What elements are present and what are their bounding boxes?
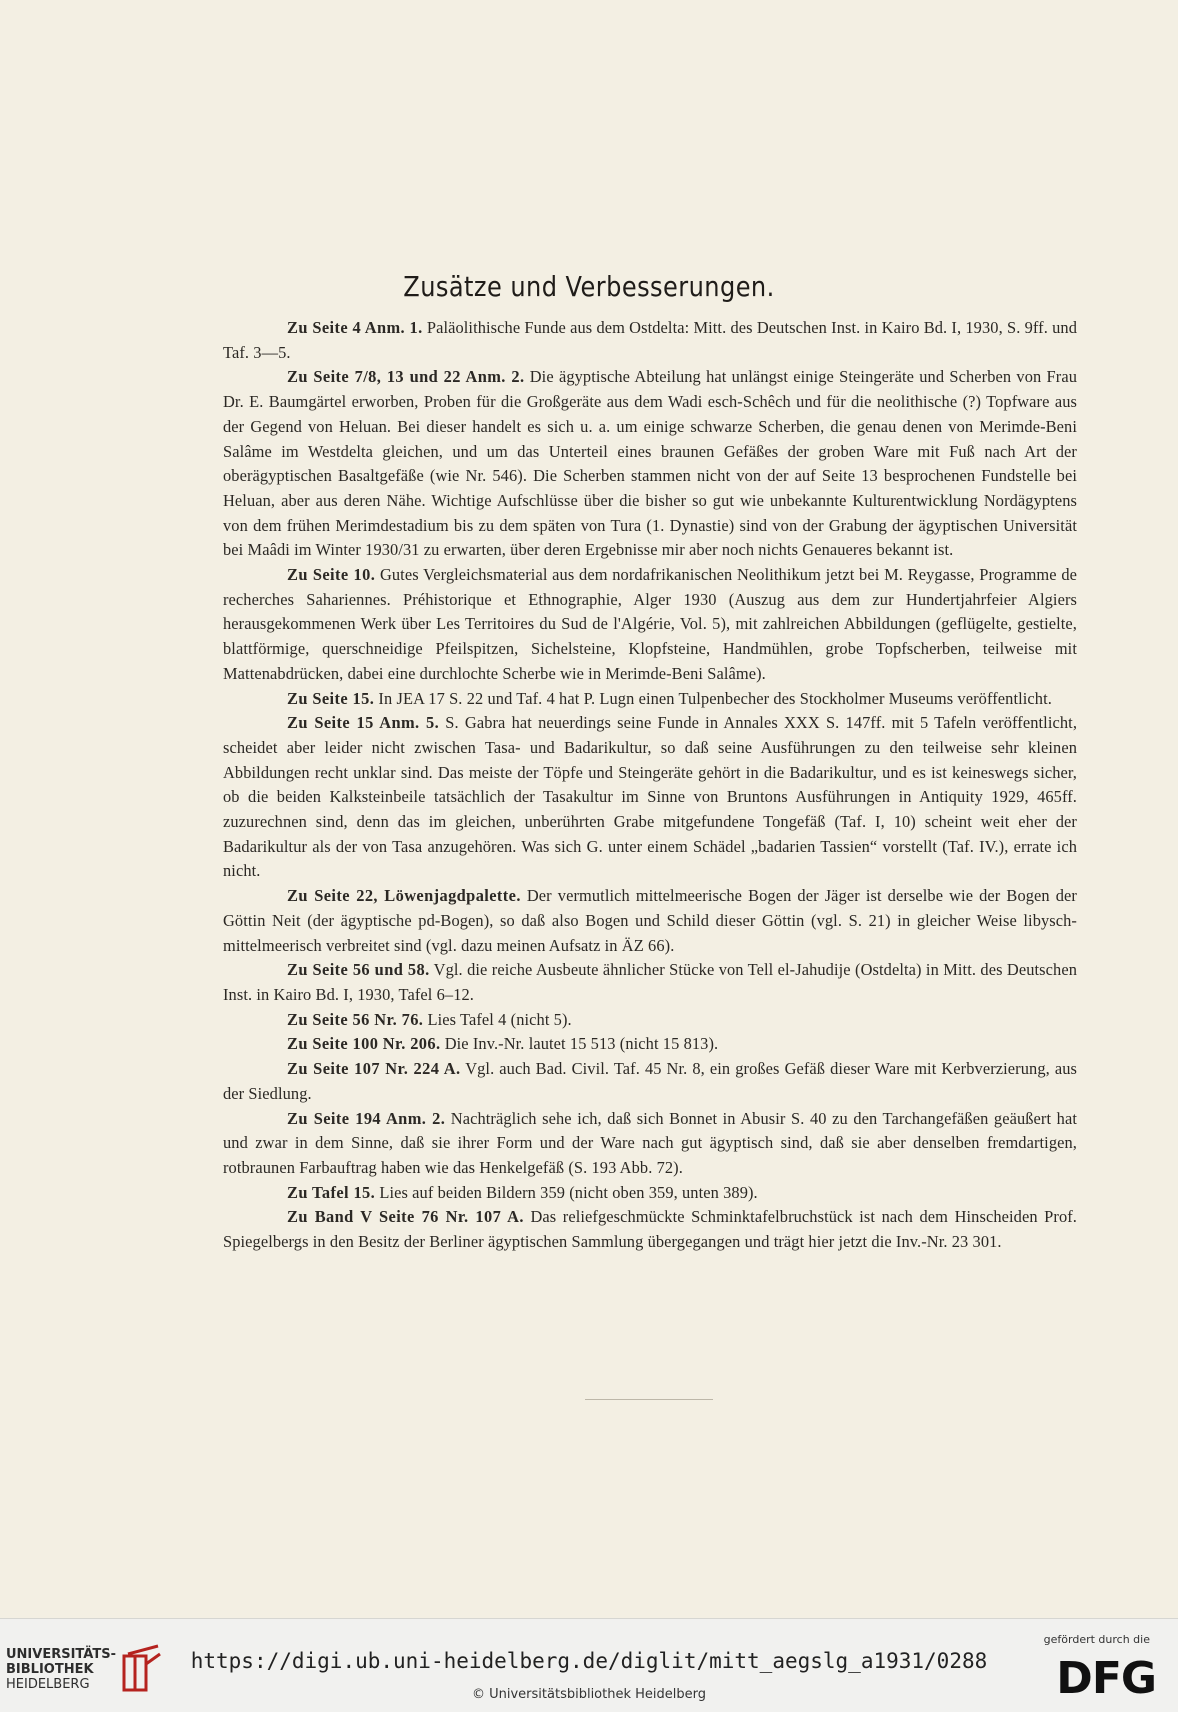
entry-ref: Zu Seite 22, Löwenjagdpalette.: [287, 886, 521, 906]
entry-ref: Zu Seite 15 Anm. 5.: [287, 713, 440, 733]
entry-3: [223, 687, 1077, 712]
entry-0: [223, 316, 1077, 365]
entry-text: Das reliefgeschmückte Schminktafelbruchstück ist nach dem Hinscheiden Prof. Spiegelbergs in den Besitz der Berliner ägyptischen Sammlung übergegangen und trägt hier jetzt die Inv.-Nr. 23 301.: [223, 1207, 1077, 1252]
entry-4: [223, 711, 1077, 884]
entry-10: [223, 1107, 1077, 1181]
entry-2: [223, 563, 1077, 687]
permalink-url[interactable]: https://digi.ub.uni-heidelberg.de/diglit/mitt_aegslg_a1931/0288: [190, 1649, 988, 1673]
copyright-notice: © Universitätsbibliothek Heidelberg: [471, 1687, 706, 1702]
entry-ref: Zu Band V Seite 76 Nr. 107 A.: [287, 1207, 524, 1227]
entry-7: [223, 1008, 1077, 1033]
entry-5: [223, 884, 1077, 958]
entry-ref: Zu Seite 100 Nr. 206.: [287, 1034, 441, 1054]
entry-text: Paläolithische Funde aus dem Ostdelta: Mitt. des Deutschen Inst. in Kairo Bd. I, 1930, S. 9ff. und Taf. 3—5.: [223, 318, 1077, 362]
dfg-logo[interactable]: DFG: [1056, 1653, 1156, 1704]
entry-6: [223, 958, 1077, 1007]
entry-ref: Zu Seite 10.: [287, 565, 376, 585]
entry-text: Lies auf beiden Bildern 359 (nicht oben 359, unten 389).: [379, 1182, 758, 1202]
entry-ref: Zu Seite 194 Anm. 2.: [287, 1108, 446, 1128]
entry-ref: Zu Seite 56 Nr. 76.: [287, 1009, 424, 1029]
entry-8: [223, 1032, 1077, 1057]
funding-note: gefördert durch die: [1043, 1633, 1150, 1646]
entry-text: Die ägyptische Abteilung hat unlängst einige Steingeräte und Scherben von Frau Dr. E. Baumgärtel erworben, Proben für die Großgeräte aus dem Wadi esch-Schêch und für die neolithische (?) Topfware aus der Gegend von Heluan. Bei dieser handelt es sich u. a. um einige schwarze Scherben, die genau denen von Merimde-Beni Salâme im Westdelta gleichen, und um das Unterteil eines braunen Gefäßes der groben Ware mit Fuß nach Art der oberägyptischen Basaltgefäße (wie Nr. 546). Die Scherben stammen nicht von der auf Seite 13 besprochenen Fundstelle bei Heluan, aber aus deren Nähe. Wichtige Aufschlüsse über die bisher so gut wie unbekannte Kulturentwicklung Nordägyptens von dem frühen Merimdestadium bis zu dem späten von Tura (1. Dynastie) sind von der Grabung der ägyptischen Universität bei Maâdi im Winter 1930/31 zu erwarten, über deren Ergebnisse mir aber noch nichts Genaueres bekannt ist.: [223, 367, 1078, 560]
entry-1: [223, 365, 1077, 563]
entry-ref: Zu Seite 7/8, 13 und 22 Anm. 2.: [287, 367, 525, 387]
entry-text: Der vermutlich mittelmeerische Bogen der Jäger ist derselbe wie der Bogen der Göttin Neit (der ägyptische pd-Bogen), so daß also Bogen und Schild dieser Göttin (vgl. S. 21) in gleicher Weise libysch-mittelmeerisch verbreitet sind (vgl. dazu meinen Aufsatz in ÄZ 66).: [223, 886, 1077, 955]
entry-text: Nachträglich sehe ich, daß sich Bonnet in Abusir S. 40 zu den Tarchangefäßen geäußert hat und zwar in dem Sinne, daß sie ihrer Form und der Ware nach gut ägyptisch sind, daß sie aber denselben fremdartigen, rotbraunen Farbauftrag haben wie das Henkelgefäß (S. 193 Abb. 72).: [223, 1108, 1078, 1177]
entry-ref: Zu Tafel 15.: [287, 1182, 376, 1202]
entry-text: Gutes Vergleichsmaterial aus dem nordafrikanischen Neolithikum jetzt bei M. Reygasse, Programme de recherches Sahariennes. Préhistorique et Ethnographie, Alger 1930 (Auszug aus dem zur Hundertjahrfeier Algiers herausgekommenen Werk über Les Territoires du Sud de l'Algérie, Vol. 5), mit zahlreichen Abbildungen (geflügelte, gestielte, blattförmige, querschneidige Pfeilspitzen, Sichelsteine, Klopfsteine, Handmühlen, grobe Topfscherben, teilweise mit Mattenabdrücken, dabei eine durchlochte Scherbe wie in Merimde-Beni Salâme).: [223, 565, 1078, 683]
entry-text: Die Inv.-Nr. lautet 15 513 (nicht 15 813).: [444, 1034, 719, 1054]
viewer-footer: [0, 1618, 1178, 1712]
entry-9: [223, 1057, 1077, 1106]
corrections-body: [223, 316, 1077, 1255]
library-line3: HEIDELBERG: [6, 1677, 90, 1692]
entry-text: In JEA 17 S. 22 und Taf. 4 hat P. Lugn einen Tulpenbecher des Stockholmer Museums veröffentlicht.: [378, 688, 1052, 708]
entry-text: Vgl. die reiche Ausbeute ähnlicher Stücke von Tell el-Jahudije (Ostdelta) in Mitt. des Deutschen Inst. in Kairo Bd. I, 1930, Tafel 6–12.: [223, 960, 1077, 1004]
entry-ref: Zu Seite 4 Anm. 1.: [287, 318, 423, 337]
entry-ref: Zu Seite 107 Nr. 224 A.: [287, 1059, 461, 1079]
entry-12: [223, 1205, 1077, 1254]
end-rule-divider: [585, 1399, 713, 1400]
library-line1: UNIVERSITÄTS-: [6, 1647, 116, 1662]
library-line2: BIBLIOTHEK: [6, 1662, 94, 1677]
entry-text: Vgl. auch Bad. Civil. Taf. 45 Nr. 8, ein großes Gefäß dieser Ware mit Kerbverzierung, aus der Siedlung.: [223, 1059, 1077, 1103]
page-title: Zusätze und Verbesserungen.: [403, 270, 775, 303]
entry-ref: Zu Seite 56 und 58.: [287, 960, 430, 980]
entry-ref: Zu Seite 15.: [287, 688, 375, 708]
entry-11: [223, 1181, 1077, 1206]
entry-text: Lies Tafel 4 (nicht 5).: [427, 1009, 572, 1029]
entry-text: S. Gabra hat neuerdings seine Funde in Annales XXX S. 147ff. mit 5 Tafeln veröffentlicht, scheidet aber leider nicht zwischen Tasa- und Badarikultur, so daß seine Ausführungen zu den teilweise sehr kleinen Abbildungen recht unklar sind. Das meiste der Töpfe und Steingeräte gehört in die Badarikultur, und es ist keineswegs sicher, ob die beiden Kalksteinbeile tatsächlich der Tasakultur im Sinne von Bruntons Ausführungen in Antiquity 1929, 465ff. zuzurechnen sind, denn das im gleichen, unberührten Grabe mitgefundene Tongefäß (Taf. I, 10) scheint weit eher der Badarikultur als der von Tasa anzugehören. Was sich G. unter einem Schädel „badarien Tassien“ vorstellt (Taf. IV.), errate ich nicht.: [223, 713, 1078, 881]
